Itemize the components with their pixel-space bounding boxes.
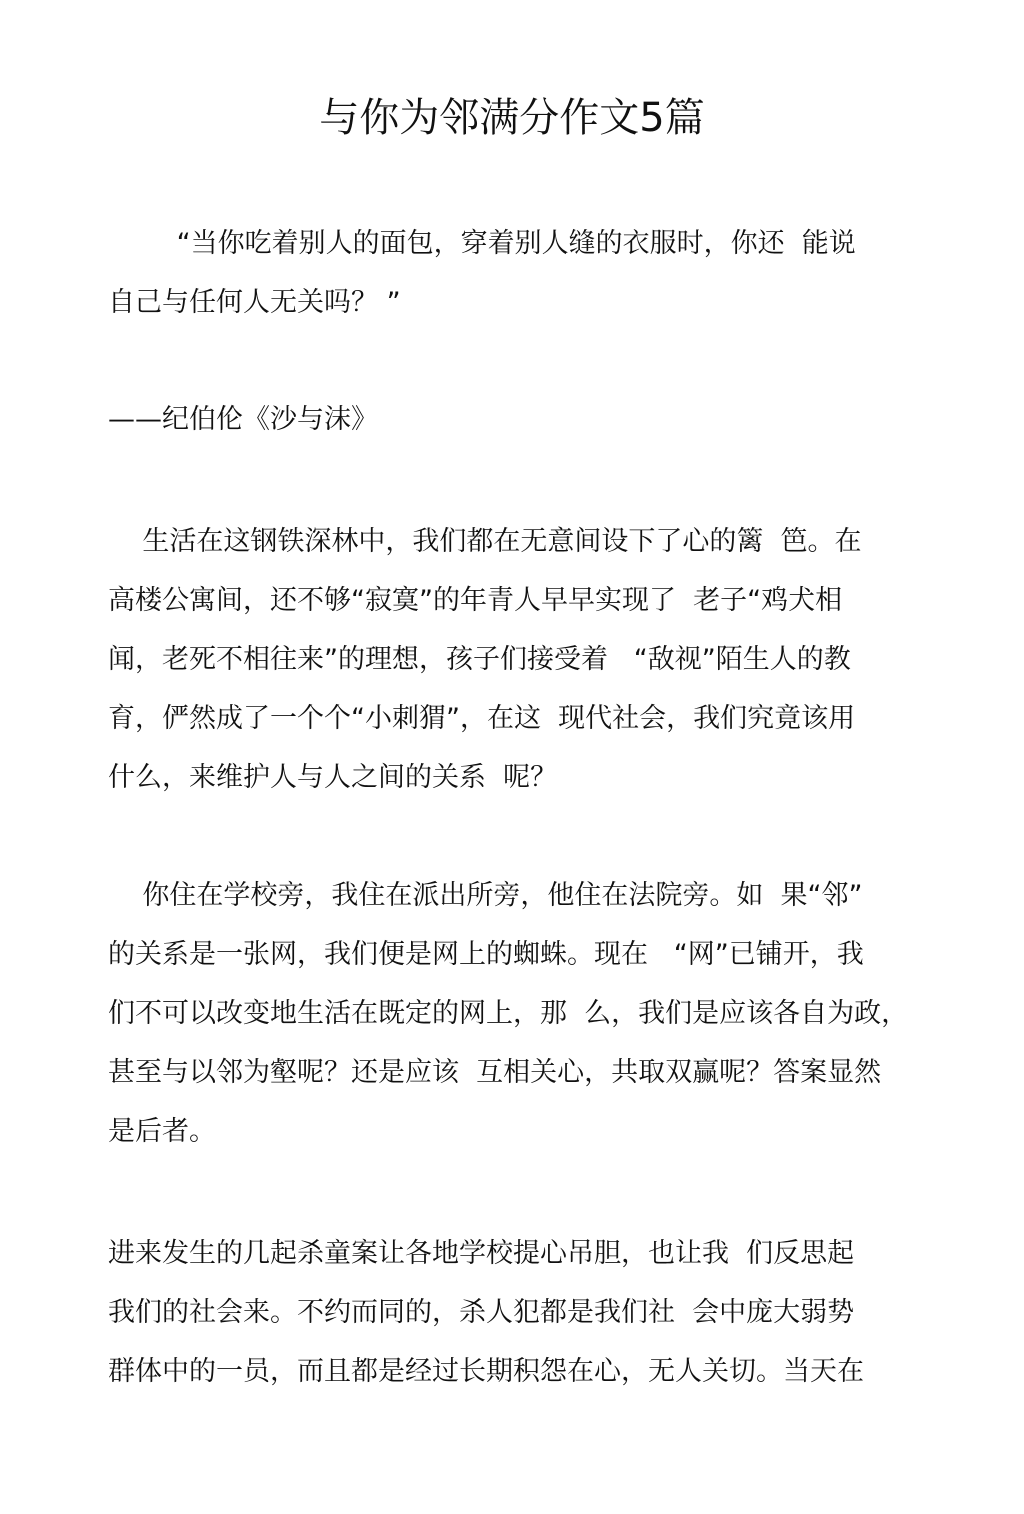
- paragraph-line: 育，俨然成了一个个“小刺猬”，在这 现代社会，我们究竟该用: [108, 703, 856, 734]
- paragraph-line: 群体中的一员，而且都是经过长期积怨在心，无人关切。当天在: [108, 1356, 864, 1387]
- paragraph-2: [108, 866, 928, 1161]
- paragraph-line: 闻，老死不相往来”的理想，孩子们接受着 “敌视”陌生人的教: [108, 644, 851, 675]
- paragraph-line: 高楼公寓间，还不够“寂寞”的年青人早早实现了 老子“鸡犬相: [108, 585, 843, 616]
- paragraph-line: 甚至与以邻为壑呢？还是应该 互相关心，共取双赢呢？答案显然: [108, 1057, 882, 1088]
- paragraph-line: 进来发生的几起杀童案让各地学校提心吊胆，也让我 们反思起: [108, 1238, 855, 1269]
- epigraph-attribution: [108, 390, 928, 449]
- paragraph-line: 我们的社会来。不约而同的，杀人犯都是我们社 会中庞大弱势: [108, 1297, 855, 1328]
- paragraph-line: 你住在学校旁，我住在派出所旁，他住在法院旁。如 果“邻”: [108, 880, 863, 911]
- paragraph-line: 什么，来维护人与人之间的关系 呢？: [108, 762, 558, 793]
- paragraph-3: [108, 1224, 928, 1401]
- paragraph-line: 是后者。: [108, 1116, 216, 1147]
- paragraph-line: 生活在这钢铁深林中，我们都在无意间设下了心的篱 笆。在: [108, 526, 862, 557]
- attribution-line: ——纪伯伦《沙与沫》: [108, 404, 378, 435]
- epigraph-quote: [108, 214, 928, 332]
- paragraph-line: 们不可以改变地生活在既定的网上，那 么，我们是应该各自为政，: [108, 998, 909, 1029]
- quote-line: “当你吃着别人的面包，穿着别人缝的衣服时，你还 能说: [108, 228, 856, 259]
- paragraph-1: [108, 512, 928, 807]
- document-title: 与你为邻满分作文5篇: [319, 95, 705, 141]
- paragraph-line: 的关系是一张网，我们便是网上的蜘蛛。现在 “网”已铺开，我: [108, 939, 864, 970]
- quote-line: 自己与任何人无关吗？ ”: [108, 287, 401, 318]
